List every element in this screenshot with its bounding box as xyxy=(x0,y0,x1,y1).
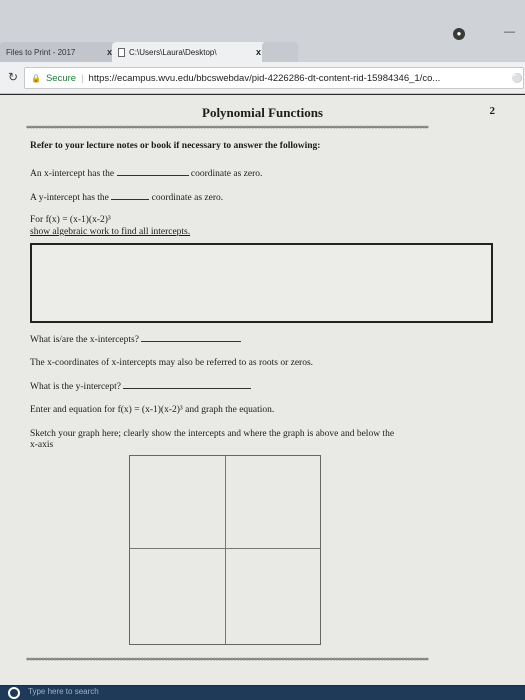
lock-icon: 🔒 xyxy=(31,73,41,83)
roots-note: The x-coordinates of x-intercepts may also be referred to as roots or zeros. xyxy=(30,358,314,368)
separator: | xyxy=(81,72,84,84)
tab-label: C:\Users\Laura\Desktop\ xyxy=(129,47,217,57)
graph-instruction: Enter and equation for f(x) = (x-1)(x-2)³ and graph the equation. xyxy=(30,405,275,415)
page-number: 2 xyxy=(489,105,495,117)
y-intercept-blank[interactable] xyxy=(111,191,149,200)
tab-label: Files to Print - 2017 xyxy=(6,47,78,57)
x-intercepts-question xyxy=(30,333,241,345)
instructions: Refer to your lecture notes or book if necessary to answer the following: xyxy=(30,141,321,151)
x-intercept-blank[interactable] xyxy=(117,167,189,176)
close-icon[interactable]: x xyxy=(106,47,112,57)
y-intercept-prefix: A y-intercept has the xyxy=(30,193,109,203)
taskbar-search[interactable]: Type here to search xyxy=(28,687,99,696)
secure-label: Secure xyxy=(45,72,77,84)
profile-icon[interactable]: ● xyxy=(453,28,465,40)
x-intercept-suffix: coordinate as zero. xyxy=(190,169,263,179)
minimize-icon[interactable]: — xyxy=(504,26,515,38)
y-intercept-sentence xyxy=(30,191,223,203)
new-tab-button[interactable] xyxy=(262,42,298,62)
graph-grid[interactable] xyxy=(129,455,321,645)
x-intercept-prefix: An x-intercept has the xyxy=(30,169,115,179)
page-title: Polynomial Functions xyxy=(202,105,323,120)
url-text[interactable]: https://ecampus.wvu.edu/bbcswebdav/pid-4226286-dt-content-rid-15984346_1/co... xyxy=(88,72,441,84)
show-work-label: show algebraic work to find all intercepts. xyxy=(30,227,191,237)
y-intercept-question-text: What is the y-intercept? xyxy=(30,382,122,392)
browser-tabbar xyxy=(0,0,525,62)
y-intercept-question xyxy=(30,380,251,392)
grid-horizontal-line xyxy=(130,548,320,549)
x-intercepts-question-text: What is/are the x-intercepts? xyxy=(30,335,139,345)
address-bar[interactable] xyxy=(24,67,524,89)
y-intercept-suffix: coordinate as zero. xyxy=(151,193,224,203)
function-label: For f(x) = (x-1)(x-2)³ xyxy=(30,215,111,225)
address-toolbar xyxy=(0,62,525,94)
x-intercepts-blank[interactable] xyxy=(141,333,241,342)
extension-icon[interactable]: ⚪ xyxy=(511,73,523,83)
sketch-instruction: Sketch your graph here; clearly show the intercepts and where the graph is above and below the xyxy=(30,429,395,439)
close-icon[interactable]: x xyxy=(255,47,261,57)
grid-vertical-line xyxy=(225,456,226,644)
taskbar xyxy=(0,686,525,700)
document-icon xyxy=(118,48,125,57)
cortana-icon[interactable] xyxy=(8,687,20,699)
sketch-instruction-axis: x-axis xyxy=(30,440,54,450)
document-page xyxy=(0,95,525,685)
star-divider-bottom: ************************************************************************************************************************************** xyxy=(26,657,428,665)
tab-files-to-print[interactable] xyxy=(0,42,118,62)
star-divider: ************************************************************************************************************************************** xyxy=(26,125,428,133)
x-intercept-sentence xyxy=(30,167,262,179)
tab-desktop-file[interactable] xyxy=(112,42,267,62)
y-intercept-answer-blank[interactable] xyxy=(123,380,251,389)
work-answer-box[interactable] xyxy=(30,243,493,323)
reload-icon[interactable]: ↻ xyxy=(8,70,19,84)
